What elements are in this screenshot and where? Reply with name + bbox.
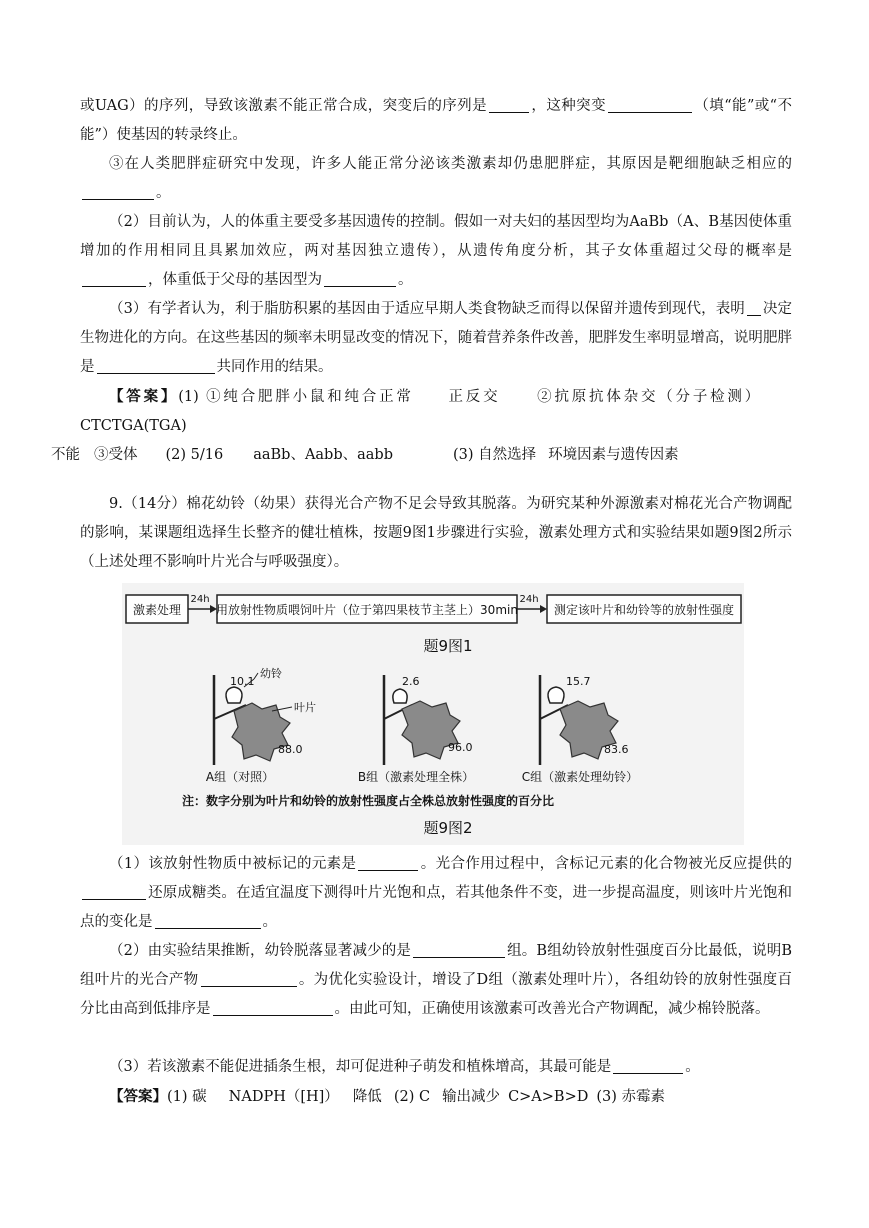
text-segment: 。由此可知，正确使用该激素可改善光合产物调配，减少棉铃脱落。 xyxy=(334,1001,770,1017)
boll-pointer xyxy=(254,673,258,679)
text-segment: 。 xyxy=(262,914,277,930)
text-segment: （2）目前认为，人的体重主要受多基因遗传的控制。假如一对夫妇的基因型均为AaBb（A、B基因使体重增加的作用相同且具累加效应，两对基因独立遗传），从遗传角度分析，其子女体重超过父母的概率是 xyxy=(80,214,792,259)
leaf-value: 83.6 xyxy=(604,743,629,756)
text-segment: 共同作用的结果。 xyxy=(216,359,333,375)
question-9-part-2 xyxy=(80,937,792,1024)
text-segment: （3）有学者认为，利于脂肪积累的基因由于适应早期人类食物缺乏而得以保留并遗传到现代，表明 xyxy=(109,301,745,317)
figure-1-title: 题9图1 xyxy=(423,637,473,655)
leaf-value: 88.0 xyxy=(278,743,303,756)
flow-arrow-label: 24h xyxy=(190,594,210,605)
text-segment: 。 xyxy=(398,272,413,288)
answer-text: CTCTGA(TGA) xyxy=(80,418,187,434)
text-segment: 还原成糖类。在适宜温度下测得叶片光饱和点，若其他条件不变，进一步提高温度，则该叶片光饱和点的变化是 xyxy=(80,885,792,930)
answer-text: 降低 xyxy=(352,1089,382,1105)
answer-text: (2) 5/16 xyxy=(165,447,224,463)
question-9-part-3 xyxy=(80,1053,792,1082)
figure-svg xyxy=(122,583,744,845)
answer-blank xyxy=(324,270,396,287)
answer-blank xyxy=(155,912,261,929)
boll-shape xyxy=(548,687,564,703)
group-caption: C组（激素处理幼铃） xyxy=(521,770,639,784)
text-segment: （2）由实验结果推断，幼铃脱落显著减少的是 xyxy=(109,943,412,959)
boll-label: 幼铃 xyxy=(260,667,282,680)
text-segment: （填“能”或“不能”）使基因的转录终止。 xyxy=(80,98,793,143)
answer-blank xyxy=(747,299,761,316)
flow-arrowhead xyxy=(540,605,547,613)
answer-blank xyxy=(201,970,297,987)
answer-text: (1) ①纯合肥胖小鼠和纯合正常 xyxy=(178,389,414,405)
answer-blank xyxy=(613,1057,683,1074)
question-9-stem xyxy=(80,490,792,577)
boll-value: 2.6 xyxy=(402,675,420,688)
text-segment: 。 xyxy=(685,1059,700,1075)
text-segment: 决定生物进化的方向。在这些基因的频率未明显改变的情况下，随着营养条件改善，肥胖发生率明显增高，说明肥胖是 xyxy=(80,301,793,375)
answer-blank xyxy=(82,883,146,900)
paragraph-question-3 xyxy=(80,295,792,382)
answer-text: aaBb、Aabb、aabb xyxy=(253,447,393,463)
answer-text: 环境因素与遗传因素 xyxy=(548,447,679,463)
boll-shape xyxy=(226,687,242,703)
answer-blank xyxy=(213,999,333,1016)
figure-2-title: 题9图2 xyxy=(423,819,473,837)
answer-label: 【答案】 xyxy=(109,1088,167,1105)
answer-text: (3) 赤霉素 xyxy=(596,1089,666,1105)
plant-group-c xyxy=(522,675,638,784)
boll-value: 15.7 xyxy=(566,675,591,688)
text-segment: 组。B组幼铃放射性强度百分比最低，说明B组叶片的光合产物 xyxy=(80,943,793,988)
text-segment: ③在人类肥胖症研究中发现，许多人能正常分泌该类激素却仍患肥胖症，其原因是靶细胞缺乏相应的 xyxy=(109,156,792,172)
answer-text: (3) 自然选择 xyxy=(452,447,537,463)
answer-blank xyxy=(97,357,215,374)
answer-text: (1) 碳 xyxy=(167,1089,207,1105)
answer-label: 【答案】 xyxy=(109,388,179,405)
text-segment: （3）若该激素不能促进插条生根，却可促进种子萌发和植株增高，其最可能是 xyxy=(109,1059,612,1075)
answer-text: 正反交 xyxy=(445,389,501,405)
answer-text: C>A>B>D xyxy=(508,1089,589,1105)
text-segment: 。 xyxy=(156,185,171,201)
flow-step-label: 测定该叶片和幼铃等的放射性强度 xyxy=(553,603,735,617)
paragraph-mutation-sequence xyxy=(80,92,792,150)
answer-block-1 xyxy=(51,382,792,470)
answer-text: ③受体 xyxy=(94,447,138,463)
experiment-figure xyxy=(122,583,744,845)
text-segment: 。为优化实验设计，增设了D组（激素处理叶片），各组幼铃的放射性强度百分比由高到低排序是 xyxy=(80,972,792,1017)
group-caption: A组（对照） xyxy=(205,770,275,784)
answer-blank xyxy=(82,183,154,200)
answer-text: ②抗原抗体杂交（分子检测） xyxy=(534,389,763,405)
answer-blank xyxy=(489,96,529,113)
answer-text: (2) C xyxy=(393,1089,431,1105)
text-segment: 9.（14分）棉花幼铃（幼果）获得光合产物不足会导致其脱落。为研究某种外源激素对棉花光合产物调配的影响，某课题组选择生长整齐的健壮植株，按题9图1步骤进行实验，激素处理方式和实验结果如题9图2所示（上述处理不影响叶片光合与呼吸强度）。 xyxy=(80,496,792,570)
paragraph-obesity-receptor xyxy=(80,150,792,208)
flow-step-label: 用放射性物质喂饲叶片（位于第四果枝节主茎上）30min xyxy=(216,603,518,617)
answer-text: NADPH（[H]） xyxy=(228,1089,339,1105)
answer-blank xyxy=(358,854,418,871)
leaf-label: 叶片 xyxy=(294,701,316,714)
answer-text: 不能 xyxy=(51,447,80,463)
text-segment: 。光合作用过程中，含标记元素的化合物被光反应提供的 xyxy=(420,856,792,872)
question-9-part-1 xyxy=(80,850,792,937)
paragraph-question-2 xyxy=(80,208,792,295)
text-segment: （1）该放射性物质中被标记的元素是 xyxy=(109,856,357,872)
boll-shape xyxy=(393,689,407,703)
answer-blank xyxy=(608,96,692,113)
answer-text: 输出减少 xyxy=(442,1089,501,1105)
group-caption: B组（激素处理全株） xyxy=(357,770,475,784)
answer-blank xyxy=(413,941,505,958)
text-segment: ，这种突变 xyxy=(531,98,606,114)
plant-group-a xyxy=(206,666,316,784)
plant-group-b xyxy=(358,675,474,784)
answer-block-2 xyxy=(80,1082,792,1112)
text-segment: ，体重低于父母的基因型为 xyxy=(148,272,322,288)
boll-value: 10.1 xyxy=(230,675,255,688)
flow-step-label: 激素处理 xyxy=(132,603,182,617)
leaf-value: 96.0 xyxy=(448,741,473,754)
flow-arrow-label: 24h xyxy=(519,594,539,605)
figure-note: 注：数字分别为叶片和幼铃的放射性强度占全株总放射性强度的百分比 xyxy=(182,794,555,808)
answer-blank xyxy=(82,270,146,287)
text-segment: 或UAG）的序列，导致该激素不能正常合成，突变后的序列是 xyxy=(80,98,488,114)
